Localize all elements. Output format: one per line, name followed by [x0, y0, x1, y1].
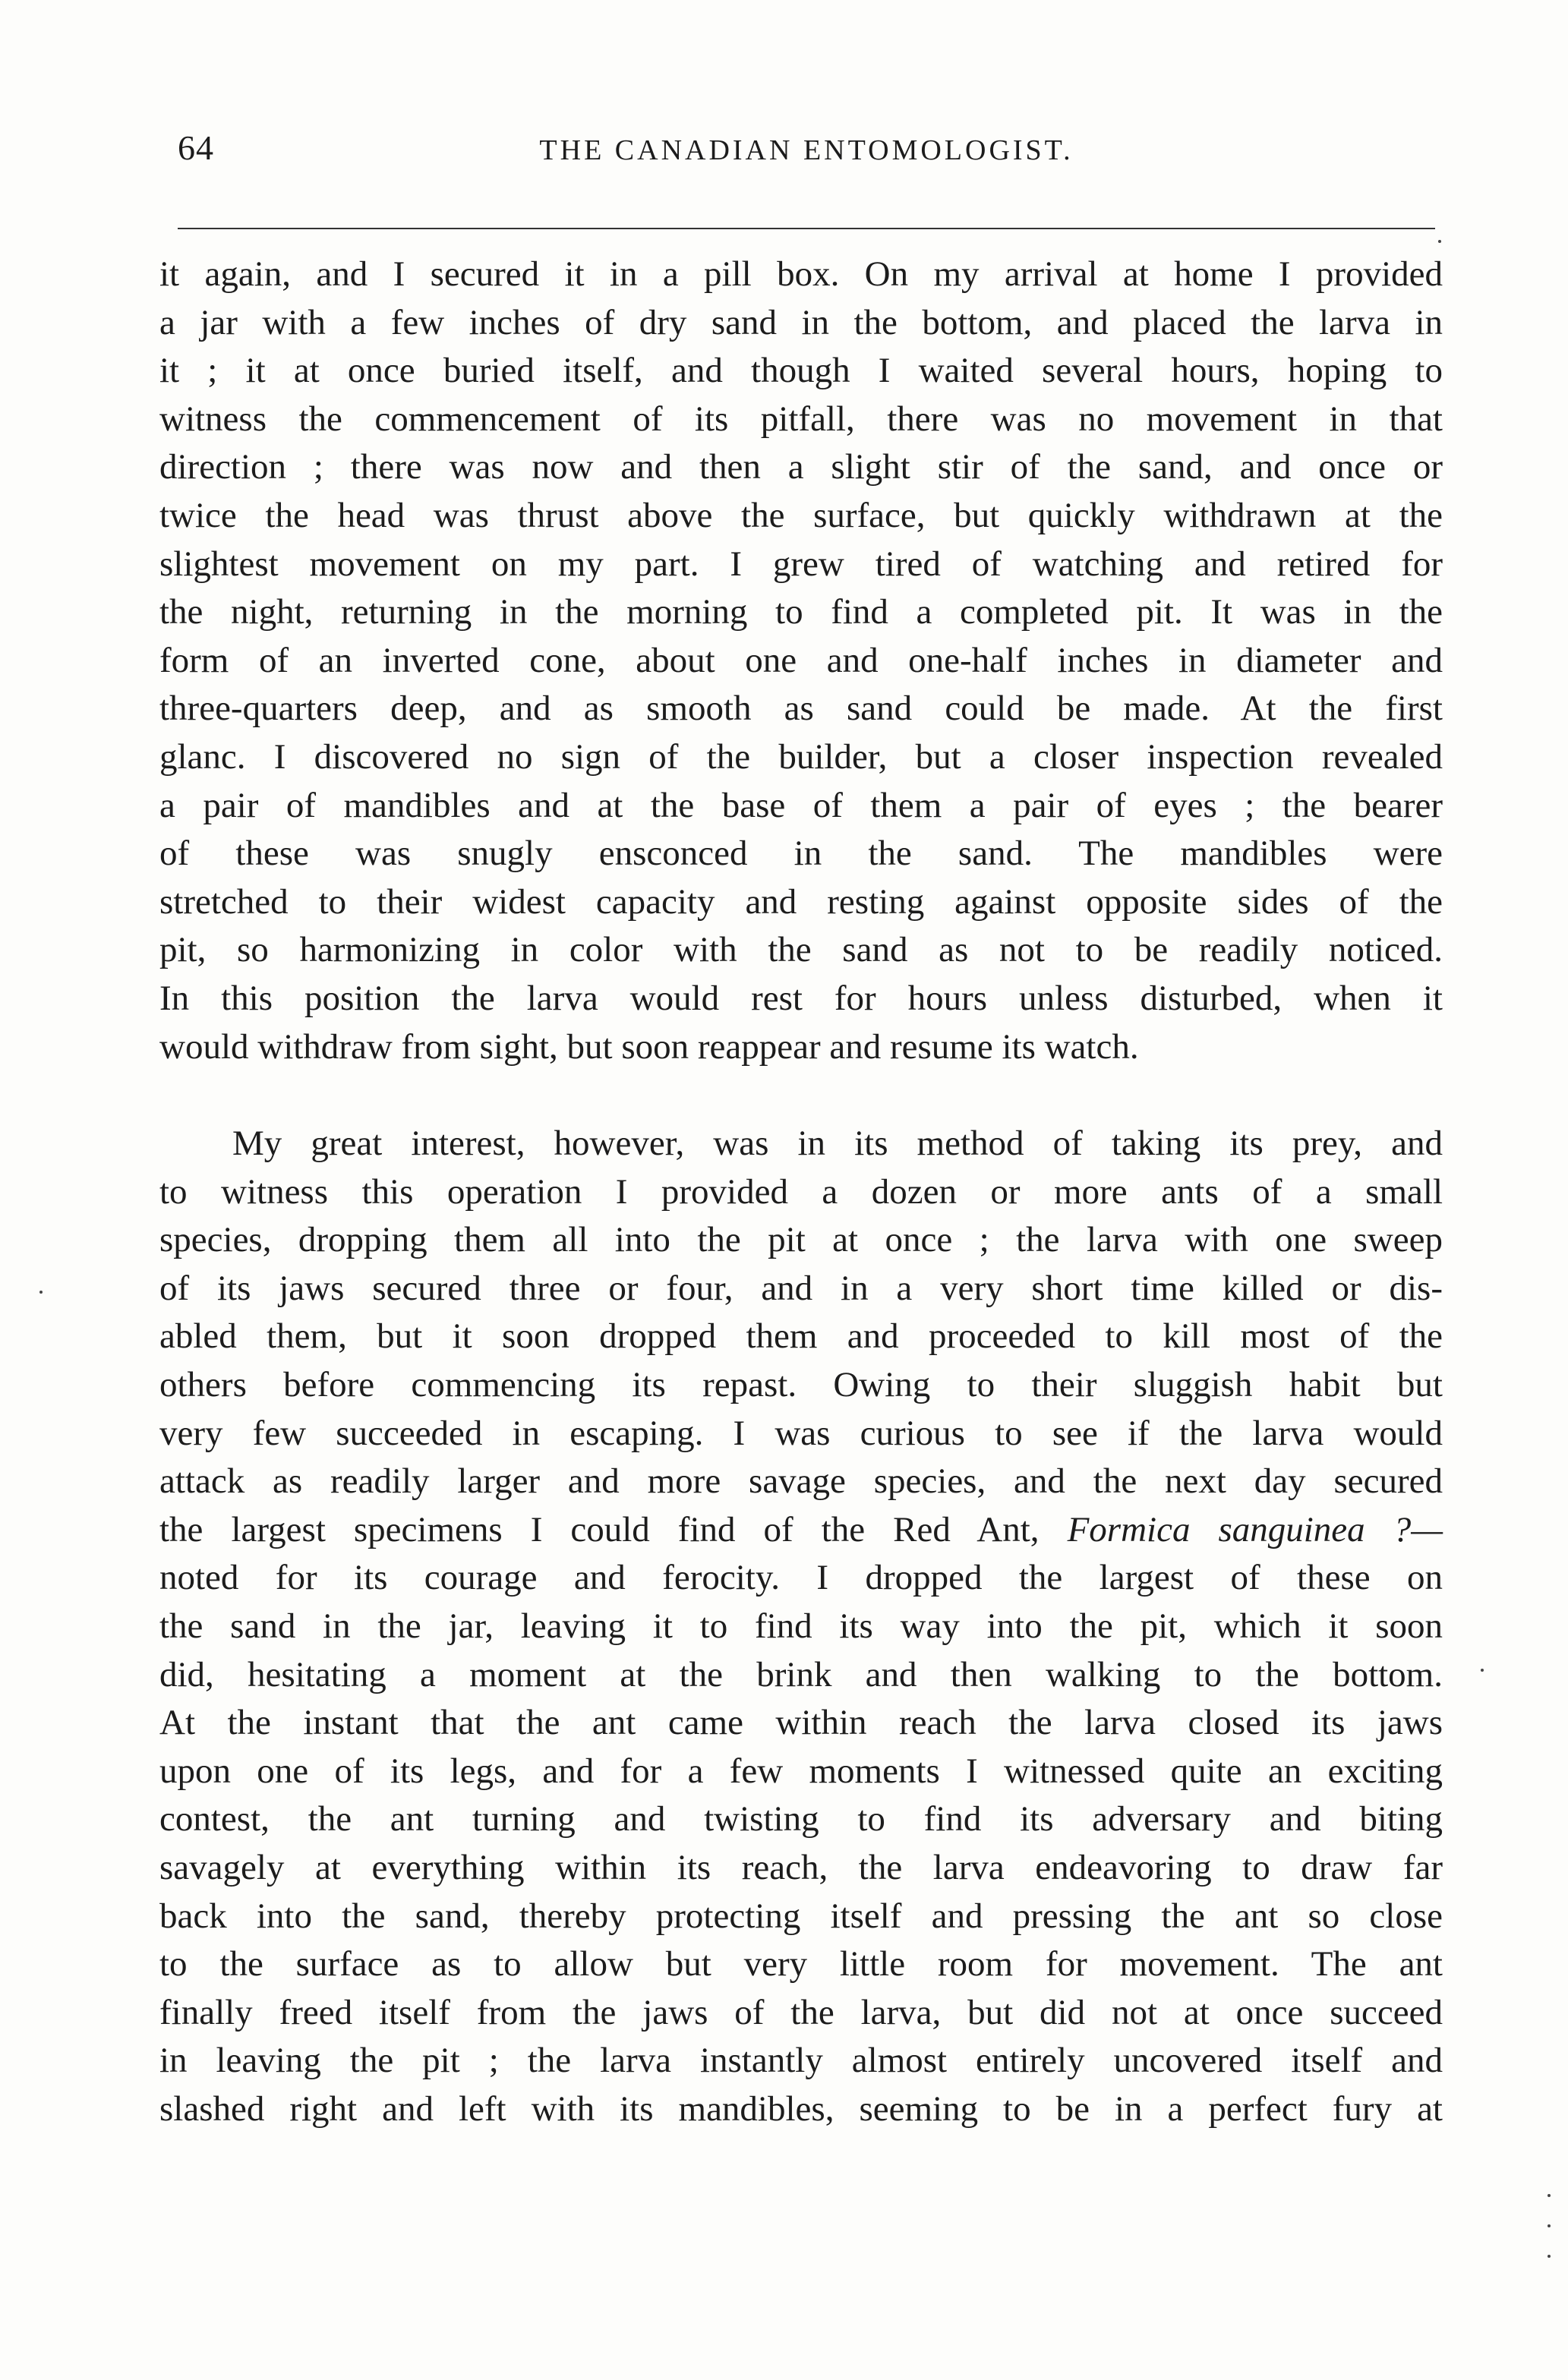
- species-name: Formica sanguinea ?—: [1067, 1509, 1443, 1549]
- text-line: back into the sand, thereby protecting itself and pressing the ant so close: [159, 1896, 1443, 1936]
- print-speck: [1438, 240, 1441, 243]
- text-line: twice the head was thrust above the surface, but quickly withdrawn at the: [159, 495, 1443, 535]
- text-line: upon one of its legs, and for a few moments I witnessed quite an exciting: [159, 1751, 1443, 1791]
- text-line: three-quarters deep, and as smooth as sand could be made. At the first: [159, 689, 1443, 729]
- text-line: in leaving the pit ; the larva instantly almost entirely uncovered itself and: [159, 2041, 1443, 2081]
- body-text: [159, 251, 1443, 2134]
- text-line: attack as readily larger and more savage species, and the next day secured: [159, 1461, 1443, 1502]
- paragraph-2: [159, 1120, 1443, 2133]
- text-line: slashed right and left with its mandibles, seeming to be in a perfect fury at: [159, 2088, 1443, 2129]
- text-line: to witness this operation I provided a dozen or more ants of a small: [159, 1171, 1443, 1212]
- text-line: the sand in the jar, leaving it to find its way into the pit, which it soon: [159, 1606, 1443, 1647]
- text-line: slightest movement on my part. I grew tired of watching and retired for: [159, 544, 1443, 584]
- text-line: very few succeeded in escaping. I was curious to see if the larva would: [159, 1413, 1443, 1453]
- text-line: direction ; there was now and then a slight stir of the sand, and once or: [159, 447, 1443, 487]
- running-title: THE CANADIAN ENTOMOLOGIST.: [539, 134, 1074, 166]
- text-line: In this position the larva would rest for hours unless disturbed, when it: [159, 978, 1443, 1018]
- text-line: of its jaws secured three or four, and in a very short time killed or dis-: [159, 1268, 1443, 1308]
- text-line: noted for its courage and ferocity. I dropped the largest of these on: [159, 1558, 1443, 1598]
- text-line: savagely at everything within its reach, the larva endeavoring to draw far: [159, 1848, 1443, 1887]
- print-speck: [1547, 2224, 1551, 2227]
- text-line: witness the commencement of its pitfall, there was no movement in that: [159, 399, 1443, 439]
- text-line: would withdraw from sight, but soon reappear and resume its watch.: [159, 1026, 1139, 1067]
- text-line: pit, so harmonizing in color with the sand as not to be readily noticed.: [159, 930, 1443, 970]
- text-line: others before commencing its repast. Owing to their sluggish habit but: [159, 1365, 1443, 1405]
- print-speck: [1547, 2194, 1551, 2197]
- text-line: At the instant that the ant came within reach the larva closed its jaws: [159, 1703, 1443, 1743]
- print-speck: [1481, 1669, 1484, 1672]
- print-speck: [39, 1291, 43, 1294]
- text-line: stretched to their widest capacity and resting against opposite sides of the: [159, 881, 1443, 922]
- page-header: [178, 128, 1435, 181]
- page-number: 64: [178, 128, 214, 167]
- text-line: glanc. I discovered no sign of the builder, but a closer inspection revealed: [159, 736, 1443, 777]
- text-segment: the largest specimens I could find of the Red Ant,: [159, 1509, 1068, 1549]
- header-rule: [178, 228, 1435, 229]
- text-line: contest, the ant turning and twisting to find its adversary and biting: [159, 1799, 1443, 1839]
- text-line: a jar with a few inches of dry sand in the bottom, and placed the larva in: [159, 302, 1443, 342]
- text-line: a pair of mandibles and at the base of them a pair of eyes ; the bearer: [159, 785, 1443, 825]
- text-line-with-species: [159, 1506, 1443, 1555]
- print-speck: [1547, 2255, 1551, 2258]
- text-line: did, hesitating a moment at the brink and then walking to the bottom.: [159, 1654, 1443, 1694]
- text-line: abled them, but it soon dropped them and proceeded to kill most of the: [159, 1316, 1443, 1357]
- text-line: the night, returning in the morning to find a completed pit. It was in the: [159, 592, 1443, 632]
- text-line: form of an inverted cone, about one and one-half inches in diameter and: [159, 640, 1443, 680]
- text-line: My great interest, however, was in its method of taking its prey, and: [232, 1124, 1443, 1164]
- text-line: finally freed itself from the jaws of the larva, but did not at once succeed: [159, 1992, 1443, 2032]
- text-line: of these was snugly ensconced in the sand. The mandibles were: [159, 834, 1443, 874]
- text-line: it again, and I secured it in a pill box. On my arrival at home I provided: [159, 254, 1443, 294]
- paragraph-1: [159, 251, 1443, 1071]
- text-line: it ; it at once buried itself, and though I waited several hours, hoping to: [159, 351, 1443, 391]
- text-line: to the surface as to allow but very little room for movement. The ant: [159, 1944, 1443, 1984]
- text-line: species, dropping them all into the pit at once ; the larva with one sweep: [159, 1220, 1443, 1260]
